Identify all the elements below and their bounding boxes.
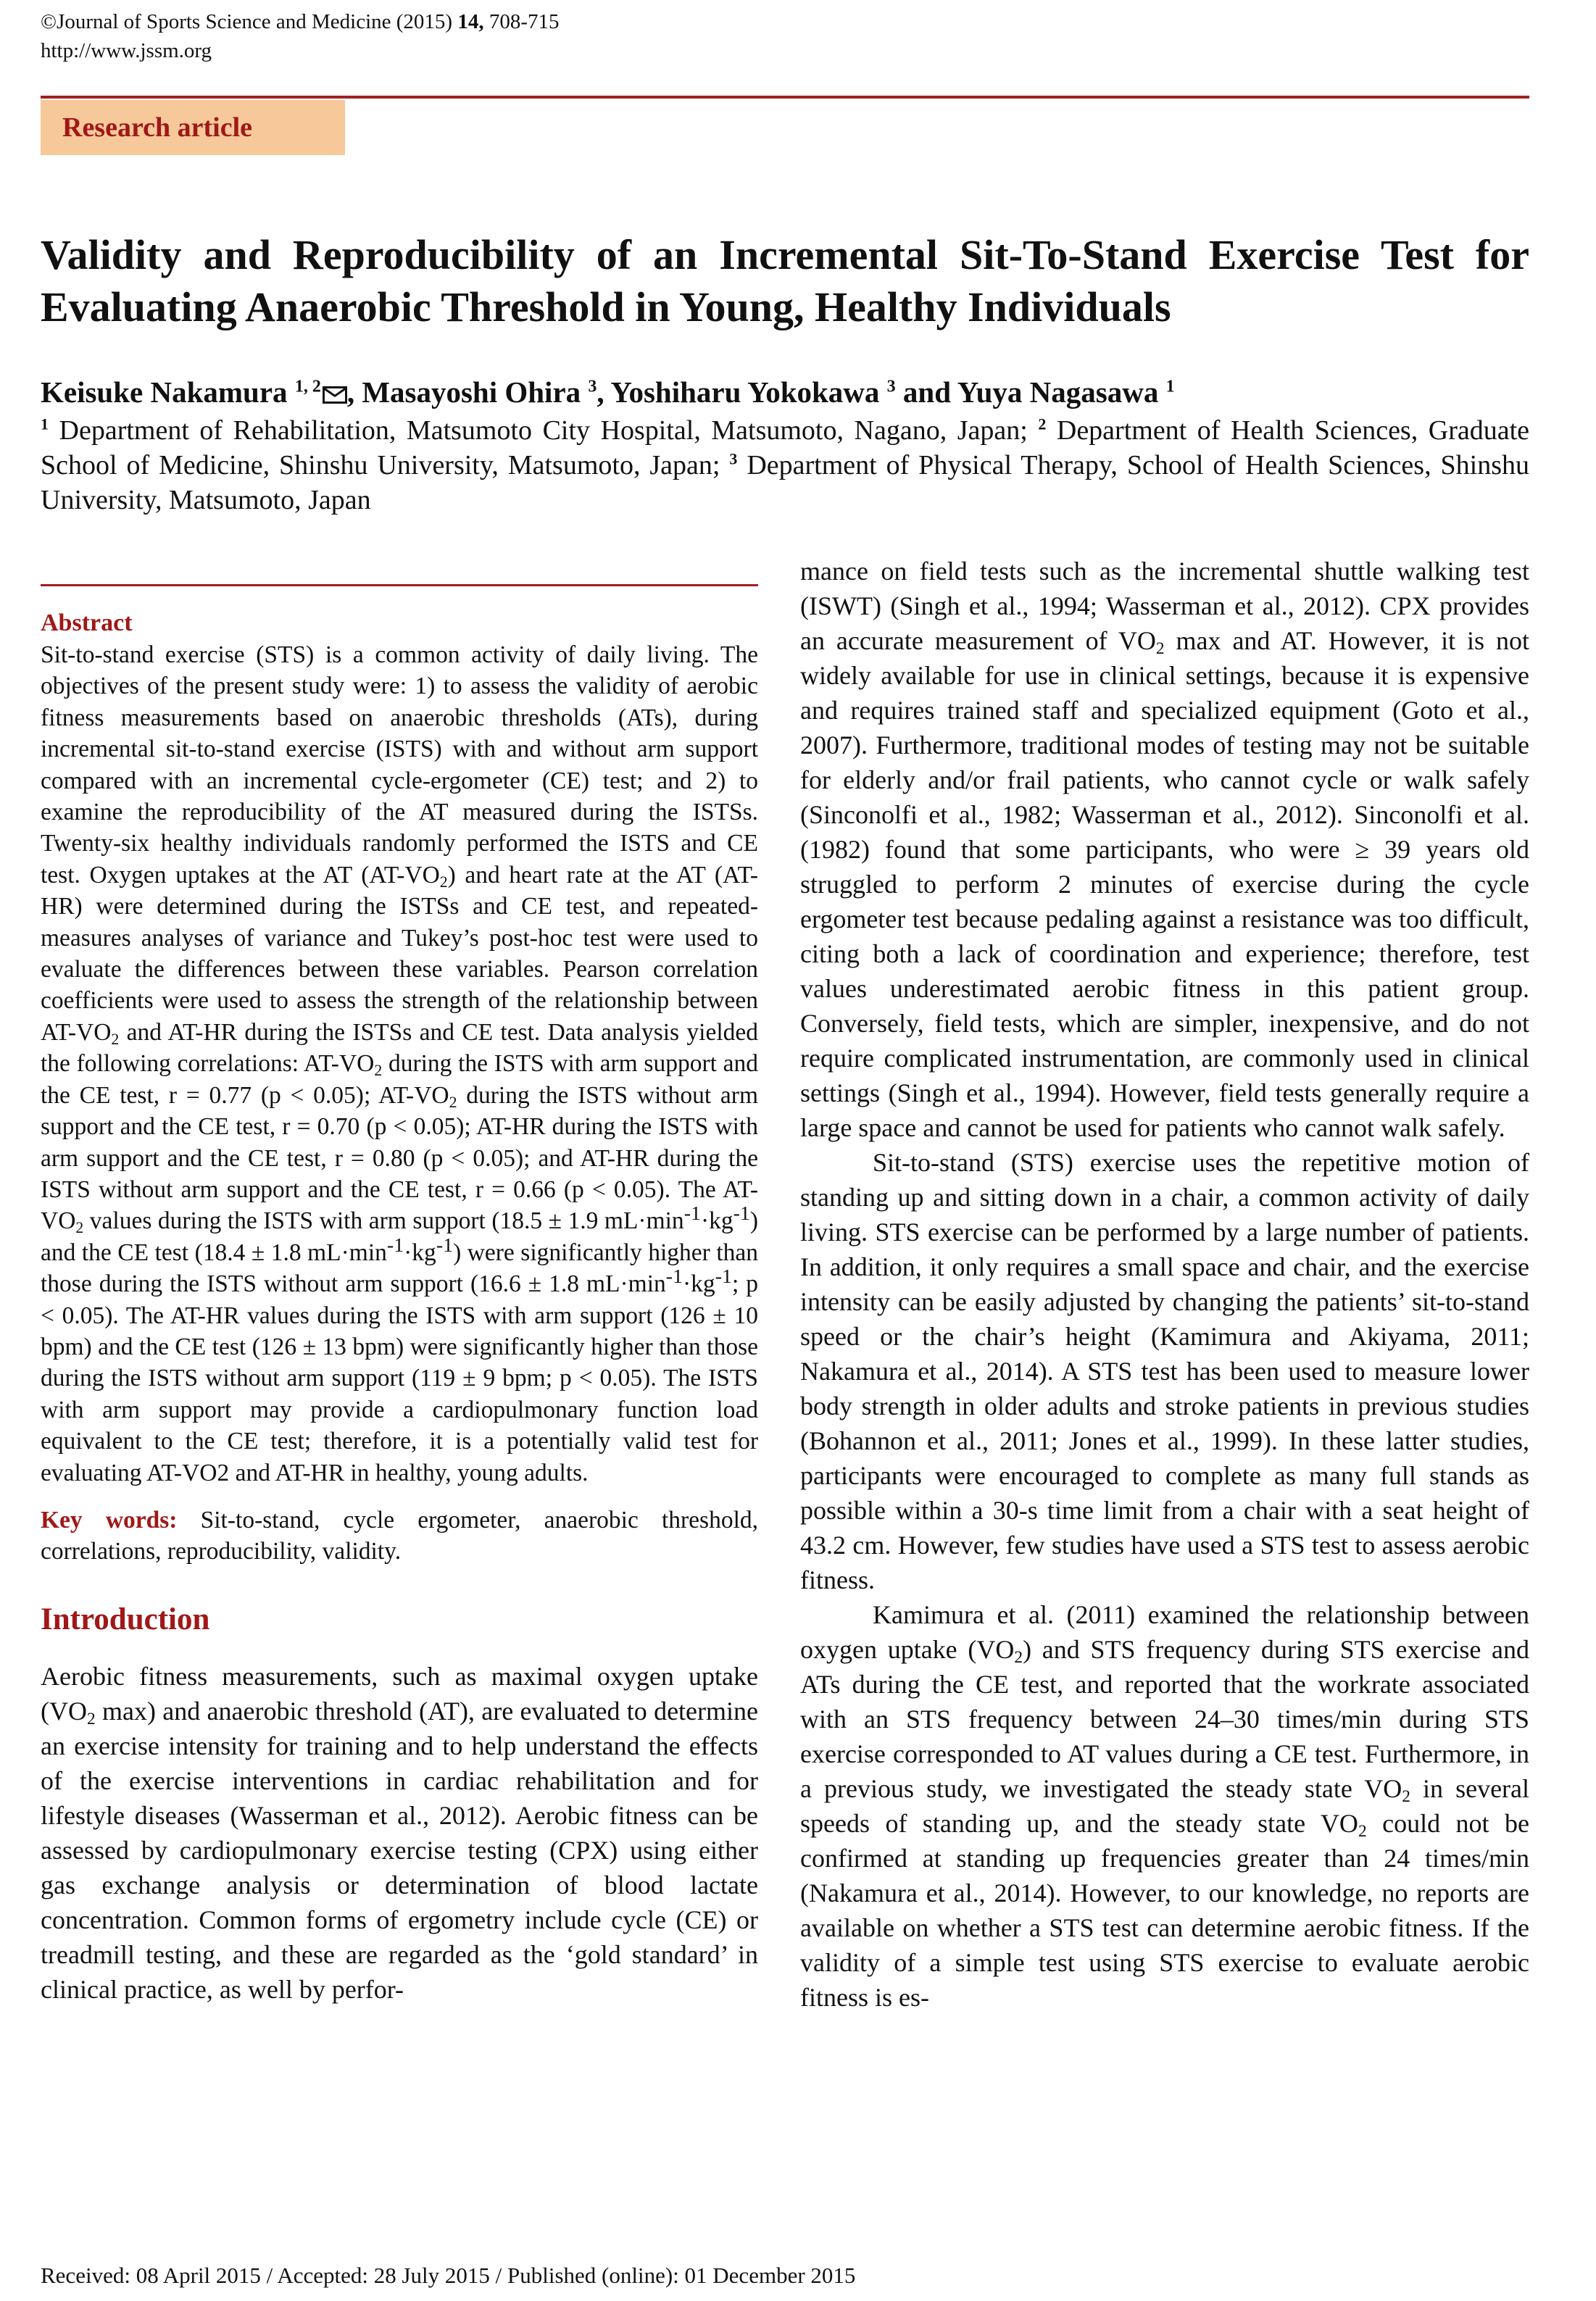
author-affil-sup: 3	[886, 377, 896, 396]
intro-paragraph: Aerobic fitness measurements, such as maximal oxygen uptake ($VO_2$ max) and anaerobic threshold (AT), are evaluated to determine an exercise intensity for training and to help understand the effects of the exercise interventions in cardiac rehabilitation and for lifestyle diseases (Wasserman et al., 2012). Aerobic fitness can be assessed by cardiopulmonary exercise testing (CPX) using either gas exchange analysis or determination of blood lactate concentration. Common forms of ergometry include cycle (CE) or treadmill testing, and these are regarded as the ‘gold standard’ in clinical practice, as well by perfor-	[41, 1661, 758, 2004]
body-paragraph: Sit-to-stand (STS) exercise uses the repetitive motion of standing up and sitting down in a chair, a common activity of daily living. STS exercise can be performed by a large number of patients. In addition, it only requires a small space and chair, and the exercise intensity can be easily adjusted by changing the patients’ sit-to-stand speed or the chair’s height (Kamimura and Akiyama, 2011; Nakamura et al., 2014). A STS test has been used to measure lower body strength in older adults and stroke patients in previous studies (Bohannon et al., 2011; Jones et al., 1999). In these latter studies, participants were encouraged to complete as many full stands as possible within a 30-s time limit from a chair with a seat height of 43.2 cm. However, few studies have used a STS test to assess aerobic fitness.	[800, 1148, 1529, 1594]
author-affil-sup: 1, 2	[294, 377, 321, 396]
body-paragraph: mance on field tests such as the incremental shuttle walking test (ISWT) (Singh et al., 1994; Wasserman et al., 2012). CPX provides an accurate measurement of $VO_2$ max and AT. However, it is not widely available for use in clinical settings, because it is expensive and requires trained staff and specialized equipment (Goto et al., 2007). Furthermore, traditional modes of testing may not be suitable for elderly and/or frail patients, who cannot cycle or walk safely (Sinconolfi et al., 1982; Wasserman et al., 2012). Sinconolfi et al. (1982) found that some participants, who were ≥ 39 years old struggled to perform 2 minutes of exercise during the cycle ergometer test because pedaling against a resistance was too difficult, citing both a lack of coordination and experience; therefore, test values underestimated aerobic fitness in this patient group. Conversely, field tests, which are simpler, inexpensive, and do not require complicated instrumentation, are commonly used in clinical settings (Singh et al., 1994). However, field tests generally require a large space and cannot be used for patients who cannot walk safely.	[800, 557, 1529, 1142]
body-paragraph: Kamimura et al. (2011) examined the relationship between oxygen uptake $(VO_2)$ and STS frequency during STS exercise and ATs during the CE test, and reported that the workrate associated with an STS frequency between 24–30 times/min during STS exercise corresponded to AT values during a CE test. Furthermore, in a previous study, we investigated the steady state $VO_2$ in several speeds of standing up, and the steady state $VO_2$ could not be confirmed at standing up frequencies greater than 24 times/min (Nakamura et al., 2014). However, to our knowledge, no reports are available on whether a STS test can determine aerobic fitness. If the validity of a simple test using STS exercise to evaluate aerobic fitness is es-	[800, 1600, 1530, 2012]
received-dates-footer: Received: 08 April 2015 / Accepted: 28 July 2015 / Published (online): 01 December 2015	[41, 2263, 856, 2288]
abstract-body: Sit-to-stand exercise (STS) is a common activity of daily living. The objectives of the present study were: 1) to assess the validity of aerobic fitness measurements based on anaerobic thresholds (ATs), during incremental sit-to-stand exercise (ISTS) with and without arm support compared with an incremental cycle-ergometer (CE) test; and 2) to examine the reproducibility of the AT measured during the ISTSs. Twenty-six healthy individuals randomly performed the ISTS and CE test. Oxygen uptakes at the AT $(AT-VO_2)$ and heart rate at the AT (AT-HR) were determined during the ISTSs and CE test, and repeated-measures analyses of variance and Tukey’s post-hoc test were used to evaluate the differences between these variables. Pearson correlation coefficients were used to assess the strength of the relationship between $AT-VO_2$ and AT-HR during the ISTSs and CE test. Data analysis yielded the following correlations: $AT-VO_2$ during the ISTS with arm support and the CE test, r = 0.77 (p < 0.05); $AT-VO_2$ during the ISTS without arm support and the CE test, r = 0.70 (p < 0.05); AT-HR during the ISTS with arm support and the CE test, r = 0.80 (p < 0.05); and AT-HR during the ISTS without arm support and the CE test, r = 0.66 (p < 0.05). The $AT-VO_2$ values during the ISTS with arm support (18.5 ± 1.9 $mL\cdot\min^{-1}\cdot kg^{-1}$) and the CE test (18.4 ± 1.8 $mL\cdot\min^{-1}\cdot kg^{-1}$) were significantly higher than those during the ISTS without arm support (16.6 ± 1.8 $mL\cdot\min^{-1}\cdot kg^{-1}$; p < 0.05). The AT-HR values during the ISTS with arm support (126 ± 10 bpm) and the CE test (126 ± 13 bpm) were significantly higher than those during the ISTS without arm support (119 ± 9 bpm; p < 0.05). The ISTS with arm support may provide a cardiopulmonary function load equivalent to the CE test; therefore, it is a potentially valid test for evaluating AT-VO2 and AT-HR in healthy, young adults.	[41, 641, 759, 1486]
journal-url[interactable]: http://www.jssm.org	[41, 39, 212, 62]
article-type-badge: Research article	[41, 100, 345, 155]
paper-title: Validity and Reproducibility of an Incremental Sit-To-Stand Exercise Test for Evaluating Anaerobic Threshold in Young, Healthy Individuals	[41, 231, 1529, 330]
author-affil-sup: 3	[588, 377, 597, 396]
left-column	[41, 607, 758, 2007]
right-column	[800, 554, 1529, 2015]
journal-citation: ©Journal of Sports Science and Medicine (2015) 14, 708-715	[41, 10, 560, 33]
section-heading-introduction: Introduction	[41, 1602, 210, 1636]
keywords: Key words: Sit-to-stand, cycle ergometer, anaerobic threshold, correlations, reproducibility, validity.	[41, 1506, 759, 1565]
author-list: Keisuke Nakamura $^{1, 2}$ , Masayoshi Ohira $^3$, Yoshiharu Yokokawa $^3$ and Yuya Nagasawa $^1$	[41, 375, 1175, 409]
abstract-divider	[41, 584, 758, 586]
author-name: Yoshiharu Yokokawa	[610, 375, 880, 409]
author-name: Keisuke Nakamura	[41, 375, 288, 409]
author-name: Yuya Nagasawa	[957, 375, 1159, 409]
header-divider	[41, 96, 1529, 99]
author-name: Masayoshi Ohira	[362, 375, 581, 409]
abstract-heading: Abstract	[41, 609, 133, 636]
author-affil-sup: 1	[1165, 377, 1175, 396]
email-envelope-icon[interactable]	[323, 386, 347, 404]
journal-header	[41, 7, 560, 65]
affiliations: $^1$ Department of Rehabilitation, Matsumoto City Hospital, Matsumoto, Nagano, Japan; $^2$ Department of Health Sciences, Graduate School of Medicine, Shinshu University, Matsumoto, Japan; $^3$ Department of Physical Therapy, School of Health Sciences, Shinshu University, Matsumoto, Japan	[41, 415, 1530, 515]
